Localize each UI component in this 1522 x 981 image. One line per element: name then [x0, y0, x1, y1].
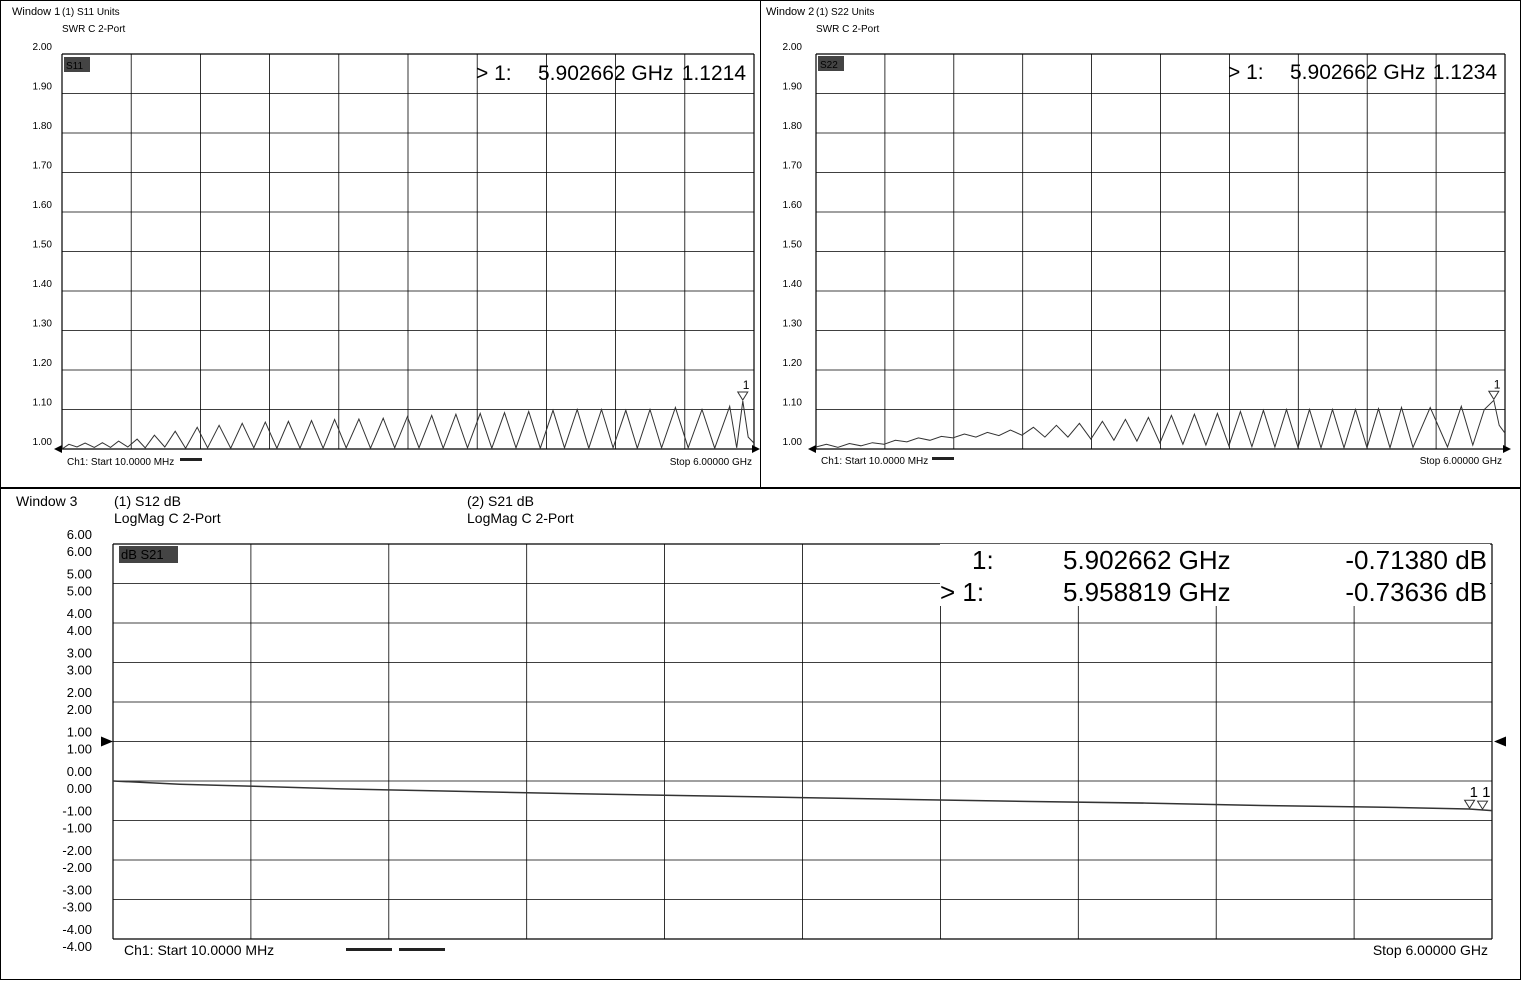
- window-3-scroll-indicator-2: [399, 948, 445, 951]
- window-2-header-line-2: SWR C 2-Port: [816, 24, 880, 35]
- y-tick-label-secondary: -1.00: [62, 820, 92, 836]
- y-tick-label: 1.10: [782, 397, 802, 409]
- window-3-start-label: Ch1: Start 10.0000 MHz: [124, 942, 275, 958]
- y-tick-label-secondary: 2.00: [66, 702, 92, 717]
- window-1-readout-prefix: > 1:: [476, 62, 512, 85]
- y-tick-label: 1.40: [32, 279, 52, 290]
- y-tick-label: 1.00: [66, 724, 92, 740]
- y-tick-label: 1.90: [782, 81, 802, 93]
- y-tick-label: 3.00: [66, 645, 92, 661]
- window-2-readout-freq: 5.902662 GHz: [1290, 61, 1426, 84]
- y-tick-label: 1.60: [32, 200, 52, 211]
- y-tick-label: 1.70: [782, 160, 802, 172]
- y-tick-label: -4.00: [62, 922, 92, 937]
- y-tick-label: 1.20: [782, 358, 802, 369]
- y-tick-label: -3.00: [62, 882, 92, 898]
- window-3-scroll-indicator-1: [346, 948, 392, 951]
- window-3-readout-1-value: -0.71380 dB: [1345, 545, 1487, 575]
- window-2-start-label: Ch1: Start 10.0000 MHz: [821, 456, 929, 467]
- window-3-trace-tag: dB S21: [121, 547, 164, 562]
- y-tick-label: 1.30: [782, 318, 802, 330]
- y-tick-label: 1.20: [32, 358, 52, 369]
- y-tick-label: 1.50: [782, 239, 802, 251]
- window-3-readout-2-prefix: > 1:: [940, 577, 985, 607]
- y-tick-label: 2.00: [66, 685, 92, 700]
- y-tick-label: 1.30: [32, 318, 52, 330]
- window-1-header-line-1: (1) S11 Units: [62, 7, 120, 18]
- y-tick-label-secondary: -2.00: [62, 860, 92, 875]
- marker-symbol: 1 1: [1469, 784, 1491, 802]
- window-2-scroll-indicator: [932, 457, 954, 460]
- y-tick-label: 1.40: [782, 279, 802, 290]
- window-3-trace-1-name: (1) S12 dB: [114, 493, 181, 509]
- window-3-readout-1-prefix: 1:: [972, 545, 994, 575]
- window-3-readout-1-freq: 5.902662 GHz: [1063, 545, 1231, 575]
- window-1-stop-label: Stop 6.00000 GHz: [669, 457, 752, 468]
- y-tick-label: -2.00: [62, 843, 92, 858]
- y-tick-label-secondary: 3.00: [66, 662, 92, 678]
- window-2-readout-prefix: > 1:: [1228, 61, 1264, 84]
- y-tick-label: 1.00: [32, 437, 52, 448]
- y-tick-label: 1.80: [32, 121, 52, 132]
- y-tick-label-secondary: -4.00: [62, 939, 92, 954]
- window-2-header-line-1: (1) S22 Units: [816, 7, 875, 18]
- y-tick-label: 5.00: [66, 566, 92, 582]
- y-tick-label-secondary: 1.00: [66, 741, 92, 757]
- window-3-trace-2-name: (2) S21 dB: [467, 493, 534, 509]
- y-tick-label: 1.60: [782, 200, 802, 211]
- window-3-trace-1-format: LogMag C 2-Port: [114, 510, 221, 526]
- marker-symbol: 1: [742, 378, 750, 393]
- window-3-label: Window 3: [16, 493, 78, 509]
- y-tick-label: 2.00: [32, 42, 52, 53]
- window-1-start-label: Ch1: Start 10.0000 MHz: [67, 457, 175, 468]
- window-3-readout-2-value: -0.73636 dB: [1345, 577, 1487, 607]
- y-tick-label: 1.00: [782, 437, 802, 448]
- window-3-stop-label: Stop 6.00000 GHz: [1372, 942, 1488, 958]
- y-tick-label-secondary: 5.00: [66, 583, 92, 599]
- y-tick-label-secondary: -3.00: [62, 899, 92, 915]
- window-1-readout-freq: 5.902662 GHz: [538, 62, 674, 85]
- window-1-scroll-indicator: [180, 458, 202, 461]
- window-2-stop-label: Stop 6.00000 GHz: [1419, 456, 1502, 467]
- y-tick-label: -1.00: [62, 803, 92, 819]
- window-1-header-line-2: SWR C 2-Port: [62, 24, 126, 35]
- y-tick-label: 6.00: [66, 527, 92, 542]
- window-1-readout-value: 1.1214: [681, 62, 746, 85]
- window-1-label: Window 1: [12, 6, 61, 18]
- window-3-readout-2-freq: 5.958819 GHz: [1063, 577, 1231, 607]
- y-tick-label: 2.00: [782, 42, 802, 53]
- y-tick-label: 1.70: [32, 160, 52, 172]
- y-tick-label-secondary: 4.00: [66, 623, 92, 638]
- y-tick-label: 0.00: [66, 764, 92, 779]
- window-2-readout-value: 1.1234: [1432, 61, 1497, 84]
- y-tick-label: 1.10: [32, 397, 52, 409]
- window-2-label: Window 2: [766, 6, 815, 18]
- y-tick-label: 1.90: [32, 81, 52, 93]
- y-tick-label: 1.50: [32, 239, 52, 251]
- window-1-trace-tag: S11: [66, 61, 84, 72]
- window-3-trace-2-format: LogMag C 2-Port: [467, 510, 574, 526]
- y-tick-label-secondary: 0.00: [66, 781, 92, 796]
- marker-symbol: 1: [1493, 377, 1501, 392]
- y-tick-label-secondary: 6.00: [66, 544, 92, 559]
- window-2-trace-tag: S22: [820, 60, 838, 71]
- y-tick-label: 4.00: [66, 606, 92, 621]
- y-tick-label: 1.80: [782, 121, 802, 132]
